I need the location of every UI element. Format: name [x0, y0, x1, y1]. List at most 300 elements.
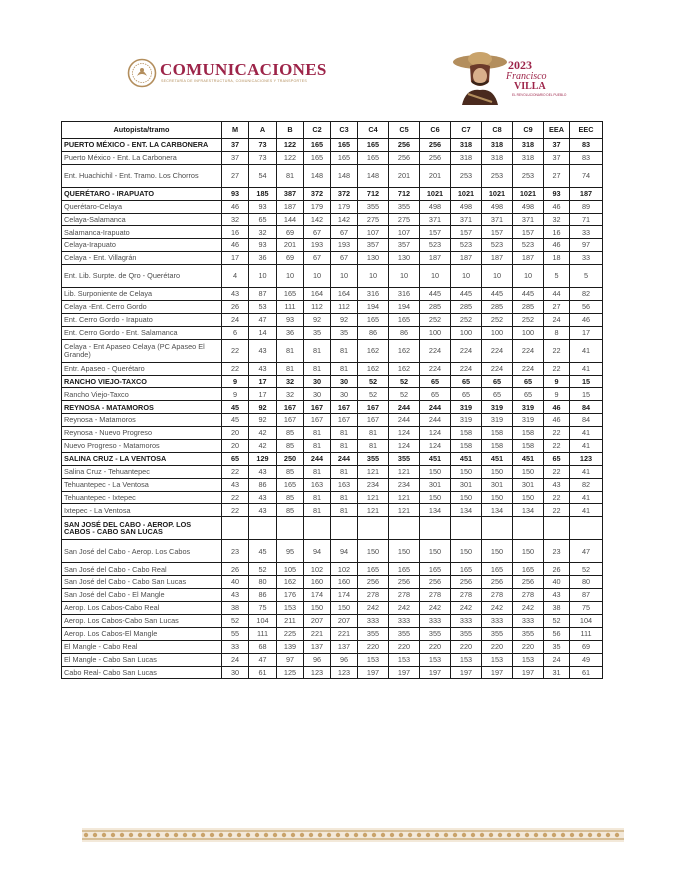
toll-value-cell: 10: [358, 265, 389, 288]
toll-value-cell: 20: [222, 440, 249, 453]
route-name-cell: Ent. Cerro Gordo - Ent. Salamanca: [62, 326, 222, 339]
route-name-cell: Ent. Lib. Surpte. de Qro - Querétaro: [62, 265, 222, 288]
toll-value-cell: 31: [544, 666, 570, 679]
toll-value-cell: 81: [304, 427, 331, 440]
toll-value-cell: 167: [277, 401, 304, 414]
toll-value-cell: 187: [420, 252, 451, 265]
toll-value-cell: 30: [304, 375, 331, 388]
toll-value-cell: 355: [358, 452, 389, 465]
toll-value-cell: 712: [389, 187, 420, 200]
toll-value-cell: 712: [358, 187, 389, 200]
toll-value-cell: 355: [358, 627, 389, 640]
toll-value-cell: 167: [331, 401, 358, 414]
toll-value-cell: 129: [249, 452, 277, 465]
toll-value-cell: 41: [570, 339, 603, 362]
column-header-m: M: [222, 122, 249, 139]
toll-value-cell: 85: [277, 465, 304, 478]
table-row: [62, 239, 603, 252]
toll-value-cell: 22: [544, 440, 570, 453]
table-row: [62, 151, 603, 164]
toll-value-cell: 242: [482, 602, 513, 615]
toll-value-cell: 498: [451, 200, 482, 213]
footer-ornament: [570, 833, 574, 837]
toll-value-cell: 142: [304, 213, 331, 226]
toll-value-cell: 333: [482, 614, 513, 627]
toll-value-cell: 22: [544, 362, 570, 375]
toll-value-cell: [222, 517, 249, 540]
toll-value-cell: 96: [304, 653, 331, 666]
toll-value-cell: 30: [331, 375, 358, 388]
toll-value-cell: 244: [389, 401, 420, 414]
toll-value-cell: 162: [358, 339, 389, 362]
toll-value-cell: 256: [482, 576, 513, 589]
footer-ornament: [363, 833, 367, 837]
toll-value-cell: 86: [249, 589, 277, 602]
toll-value-cell: 80: [249, 576, 277, 589]
footer-ornament: [291, 833, 295, 837]
toll-value-cell: 67: [331, 226, 358, 239]
toll-value-cell: 107: [358, 226, 389, 239]
toll-value-cell: 81: [358, 427, 389, 440]
toll-value-cell: 163: [331, 478, 358, 491]
toll-value-cell: 121: [389, 504, 420, 517]
footer-ornament: [183, 833, 187, 837]
column-header-c3: C3: [331, 122, 358, 139]
toll-value-cell: 371: [451, 213, 482, 226]
route-name-cell: Reynosa - Nuevo Progreso: [62, 427, 222, 440]
toll-value-cell: 14: [249, 326, 277, 339]
toll-value-cell: 153: [513, 653, 544, 666]
toll-value-cell: 165: [513, 563, 544, 576]
toll-value-cell: 244: [420, 401, 451, 414]
toll-value-cell: 10: [451, 265, 482, 288]
toll-value-cell: 318: [482, 151, 513, 164]
toll-value-cell: 47: [249, 313, 277, 326]
toll-value-cell: 81: [331, 427, 358, 440]
footer-ornament: [84, 833, 88, 837]
toll-value-cell: 68: [249, 640, 277, 653]
section-row: [62, 401, 603, 414]
toll-value-cell: 319: [513, 401, 544, 414]
toll-value-cell: 301: [482, 478, 513, 491]
toll-value-cell: 85: [277, 504, 304, 517]
toll-value-cell: 22: [544, 427, 570, 440]
footer-ornament: [372, 833, 376, 837]
table-row: [62, 301, 603, 314]
section-row: [62, 517, 603, 540]
toll-value-cell: 333: [451, 614, 482, 627]
toll-value-cell: 220: [513, 640, 544, 653]
toll-value-cell: 94: [304, 540, 331, 563]
toll-value-cell: 102: [304, 563, 331, 576]
toll-value-cell: 22: [222, 362, 249, 375]
toll-value-cell: 157: [420, 226, 451, 239]
footer-ornament: [615, 833, 619, 837]
toll-value-cell: 65: [482, 375, 513, 388]
route-name-cell: Aerop. Los Cabos-Cabo Real: [62, 602, 222, 615]
toll-value-cell: 523: [513, 239, 544, 252]
footer-ornament: [111, 833, 115, 837]
toll-value-cell: 18: [544, 252, 570, 265]
toll-value-cell: 124: [389, 440, 420, 453]
toll-value-cell: 82: [570, 288, 603, 301]
route-name-cell: Puerto México - Ent. La Carbonera: [62, 151, 222, 164]
toll-value-cell: 150: [513, 465, 544, 478]
toll-value-cell: 123: [331, 666, 358, 679]
toll-value-cell: 187: [277, 200, 304, 213]
toll-value-cell: 42: [249, 440, 277, 453]
route-name-cell: San José del Cabo - Cabo San Lucas: [62, 576, 222, 589]
toll-value-cell: 167: [358, 401, 389, 414]
toll-value-cell: 498: [482, 200, 513, 213]
toll-value-cell: 318: [513, 151, 544, 164]
toll-value-cell: 93: [249, 200, 277, 213]
footer-ornament: [390, 833, 394, 837]
toll-value-cell: 73: [249, 139, 277, 152]
column-header-eec: EEC: [570, 122, 603, 139]
toll-value-cell: 45: [249, 540, 277, 563]
toll-value-cell: 36: [277, 326, 304, 339]
toll-value-cell: 32: [222, 213, 249, 226]
toll-value-cell: 65: [513, 375, 544, 388]
toll-value-cell: 52: [389, 388, 420, 401]
table-row: [62, 252, 603, 265]
toll-value-cell: [249, 517, 277, 540]
route-name-cell: Nuevo Progreso - Matamoros: [62, 440, 222, 453]
toll-value-cell: 65: [249, 213, 277, 226]
toll-value-cell: 150: [482, 540, 513, 563]
table-row: [62, 388, 603, 401]
toll-value-cell: 318: [451, 151, 482, 164]
footer-ornament: [219, 833, 223, 837]
toll-value-cell: 256: [513, 576, 544, 589]
toll-value-cell: 111: [570, 627, 603, 640]
toll-value-cell: 244: [304, 452, 331, 465]
toll-value-cell: 41: [570, 440, 603, 453]
toll-value-cell: 41: [570, 465, 603, 478]
table-row: [62, 440, 603, 453]
toll-value-cell: 148: [304, 164, 331, 187]
toll-value-cell: 301: [451, 478, 482, 491]
footer-ornament: [282, 833, 286, 837]
toll-value-cell: 165: [331, 139, 358, 152]
toll-value-cell: 96: [331, 653, 358, 666]
toll-value-cell: 372: [331, 187, 358, 200]
toll-value-cell: 162: [389, 362, 420, 375]
toll-value-cell: 220: [420, 640, 451, 653]
toll-value-cell: 142: [331, 213, 358, 226]
toll-value-cell: 5: [544, 265, 570, 288]
toll-value-cell: 81: [277, 164, 304, 187]
toll-value-cell: 162: [389, 339, 420, 362]
toll-value-cell: 445: [482, 288, 513, 301]
column-header-eea: EEA: [544, 122, 570, 139]
toll-value-cell: 85: [277, 427, 304, 440]
toll-value-cell: 194: [358, 301, 389, 314]
toll-value-cell: 93: [222, 187, 249, 200]
footer-ornament: [516, 833, 520, 837]
toll-value-cell: 23: [222, 540, 249, 563]
toll-value-cell: 137: [304, 640, 331, 653]
toll-value-cell: 319: [513, 414, 544, 427]
toll-value-cell: 92: [249, 401, 277, 414]
toll-value-cell: 67: [304, 252, 331, 265]
toll-value-cell: 150: [451, 491, 482, 504]
toll-value-cell: 46: [544, 239, 570, 252]
footer-ornament: [264, 833, 268, 837]
toll-value-cell: 355: [389, 200, 420, 213]
section-row: [62, 452, 603, 465]
toll-value-cell: 22: [544, 339, 570, 362]
toll-value-cell: 167: [331, 414, 358, 427]
toll-value-cell: 224: [420, 362, 451, 375]
toll-value-cell: 150: [389, 540, 420, 563]
table-row: [62, 640, 603, 653]
footer-ornament: [417, 833, 421, 837]
toll-value-cell: 275: [358, 213, 389, 226]
toll-value-cell: [544, 517, 570, 540]
table-row: [62, 414, 603, 427]
toll-value-cell: 160: [331, 576, 358, 589]
toll-value-cell: 40: [222, 576, 249, 589]
toll-value-cell: 74: [570, 164, 603, 187]
toll-value-cell: 46: [222, 239, 249, 252]
toll-value-cell: 55: [222, 627, 249, 640]
footer-ornament: [309, 833, 313, 837]
toll-value-cell: 94: [331, 540, 358, 563]
toll-value-cell: 52: [358, 388, 389, 401]
toll-value-cell: 523: [451, 239, 482, 252]
toll-value-cell: 65: [451, 388, 482, 401]
toll-value-cell: 357: [389, 239, 420, 252]
route-name-cell: Celaya-Irapuato: [62, 239, 222, 252]
route-name-cell: Lib. Surponiente de Celaya: [62, 288, 222, 301]
route-name-cell: Celaya - Ent. Villagrán: [62, 252, 222, 265]
toll-value-cell: [570, 517, 603, 540]
table-header-row: [62, 122, 603, 139]
route-name-cell: Reynosa - Matamoros: [62, 414, 222, 427]
toll-value-cell: 27: [544, 164, 570, 187]
toll-value-cell: 49: [570, 653, 603, 666]
table-row: [62, 265, 603, 288]
table-row: [62, 362, 603, 375]
toll-value-cell: 153: [420, 653, 451, 666]
toll-value-cell: 36: [249, 252, 277, 265]
toll-value-cell: 65: [222, 452, 249, 465]
toll-value-cell: 148: [358, 164, 389, 187]
toll-value-cell: 73: [249, 151, 277, 164]
toll-value-cell: 32: [277, 375, 304, 388]
toll-value-cell: 47: [570, 540, 603, 563]
toll-value-cell: 41: [570, 504, 603, 517]
toll-value-cell: 81: [331, 362, 358, 375]
toll-value-cell: 197: [358, 666, 389, 679]
toll-value-cell: 112: [304, 301, 331, 314]
toll-value-cell: [420, 517, 451, 540]
toll-value-cell: 41: [570, 427, 603, 440]
toll-value-cell: 252: [420, 313, 451, 326]
toll-value-cell: 22: [222, 339, 249, 362]
footer-ornament: [444, 833, 448, 837]
toll-value-cell: 107: [389, 226, 420, 239]
toll-value-cell: 316: [389, 288, 420, 301]
toll-value-cell: 81: [304, 440, 331, 453]
toll-value-cell: 20: [222, 427, 249, 440]
toll-value-cell: 333: [358, 614, 389, 627]
toll-value-cell: 46: [544, 414, 570, 427]
toll-value-cell: 167: [304, 414, 331, 427]
toll-value-cell: 105: [277, 563, 304, 576]
toll-value-cell: 24: [222, 313, 249, 326]
toll-value-cell: 165: [482, 563, 513, 576]
route-name-cell: El Mangle - Cabo San Lucas: [62, 653, 222, 666]
toll-value-cell: 372: [304, 187, 331, 200]
toll-value-cell: 194: [389, 301, 420, 314]
toll-value-cell: 193: [331, 239, 358, 252]
toll-value-cell: 256: [389, 151, 420, 164]
toll-value-cell: 65: [544, 452, 570, 465]
toll-value-cell: 150: [358, 540, 389, 563]
route-name-cell: SALINA CRUZ - LA VENTOSA: [62, 452, 222, 465]
toll-value-cell: 92: [249, 414, 277, 427]
toll-value-cell: 100: [482, 326, 513, 339]
footer-ornament: [156, 833, 160, 837]
route-name-cell: PUERTO MÉXICO - ENT. LA CARBONERA: [62, 139, 222, 152]
footer-ornament: [534, 833, 538, 837]
column-header-route: Autopista/tramo: [62, 122, 222, 139]
toll-value-cell: 45: [222, 401, 249, 414]
toll-value-cell: 75: [570, 602, 603, 615]
footer-ornament: [318, 833, 322, 837]
toll-value-cell: 81: [331, 491, 358, 504]
toll-value-cell: 242: [420, 602, 451, 615]
toll-value-cell: 201: [277, 239, 304, 252]
table-row: [62, 627, 603, 640]
column-header-c7: C7: [451, 122, 482, 139]
toll-value-cell: 123: [304, 666, 331, 679]
toll-value-cell: 52: [389, 375, 420, 388]
column-header-c8: C8: [482, 122, 513, 139]
column-header-c6: C6: [420, 122, 451, 139]
toll-value-cell: 158: [513, 427, 544, 440]
toll-value-cell: 65: [451, 375, 482, 388]
route-name-cell: Salina Cruz - Tehuantepec: [62, 465, 222, 478]
table-row: [62, 563, 603, 576]
toll-value-cell: 67: [331, 252, 358, 265]
toll-value-cell: 22: [222, 504, 249, 517]
toll-value-cell: 224: [420, 339, 451, 362]
toll-value-cell: 61: [249, 666, 277, 679]
toll-value-cell: 157: [451, 226, 482, 239]
toll-value-cell: 92: [331, 313, 358, 326]
toll-value-cell: 69: [570, 640, 603, 653]
toll-value-cell: 278: [451, 589, 482, 602]
toll-value-cell: 234: [389, 478, 420, 491]
toll-value-cell: 224: [513, 362, 544, 375]
toll-value-cell: 165: [389, 313, 420, 326]
toll-value-cell: 165: [304, 151, 331, 164]
toll-value-cell: 224: [513, 339, 544, 362]
toll-value-cell: 165: [277, 478, 304, 491]
table-row: [62, 339, 603, 362]
table-row: [62, 491, 603, 504]
toll-value-cell: 150: [451, 465, 482, 478]
toll-value-cell: 176: [277, 589, 304, 602]
toll-value-cell: 93: [249, 239, 277, 252]
toll-value-cell: 187: [482, 252, 513, 265]
toll-value-cell: 197: [389, 666, 420, 679]
toll-value-cell: 158: [482, 440, 513, 453]
toll-value-cell: 150: [451, 540, 482, 563]
toll-value-cell: 445: [513, 288, 544, 301]
toll-value-cell: 81: [277, 339, 304, 362]
toll-value-cell: 285: [513, 301, 544, 314]
table-row: [62, 589, 603, 602]
toll-value-cell: 162: [277, 576, 304, 589]
toll-value-cell: 1021: [513, 187, 544, 200]
toll-value-cell: 26: [222, 563, 249, 576]
toll-value-cell: 41: [570, 362, 603, 375]
toll-value-cell: 301: [420, 478, 451, 491]
toll-value-cell: 244: [389, 414, 420, 427]
toll-value-cell: 278: [389, 589, 420, 602]
toll-value-cell: 24: [544, 653, 570, 666]
toll-value-cell: 158: [451, 427, 482, 440]
toll-value-cell: 134: [482, 504, 513, 517]
route-name-cell: Rancho Viejo-Taxco: [62, 388, 222, 401]
toll-value-cell: 150: [482, 465, 513, 478]
toll-value-cell: 121: [358, 465, 389, 478]
toll-value-cell: 81: [304, 465, 331, 478]
toll-value-cell: 220: [389, 640, 420, 653]
toll-value-cell: 355: [513, 627, 544, 640]
toll-value-cell: 43: [222, 589, 249, 602]
footer-ornament: [597, 833, 601, 837]
toll-value-cell: 167: [304, 401, 331, 414]
toll-value-cell: 93: [277, 313, 304, 326]
toll-value-cell: [331, 517, 358, 540]
toll-value-cell: 43: [222, 288, 249, 301]
toll-value-cell: 174: [331, 589, 358, 602]
route-name-cell: San José del Cabo - Aerop. Los Cabos: [62, 540, 222, 563]
toll-value-cell: 10: [389, 265, 420, 288]
toll-value-cell: 197: [482, 666, 513, 679]
toll-value-cell: 158: [513, 440, 544, 453]
toll-value-cell: 165: [358, 313, 389, 326]
toll-value-cell: 46: [222, 200, 249, 213]
toll-value-cell: 256: [358, 576, 389, 589]
footer-ornament: [408, 833, 412, 837]
toll-value-cell: 445: [420, 288, 451, 301]
toll-value-cell: 47: [249, 653, 277, 666]
toll-value-cell: 124: [420, 427, 451, 440]
toll-value-cell: 160: [304, 576, 331, 589]
org-subtitle: SECRETARÍA DE INFRAESTRUCTURA, COMUNICACIONES Y TRANSPORTES: [161, 79, 308, 83]
toll-value-cell: 37: [544, 151, 570, 164]
toll-value-cell: 27: [544, 301, 570, 314]
toll-value-cell: 65: [513, 388, 544, 401]
toll-value-cell: 81: [331, 504, 358, 517]
toll-value-cell: 253: [482, 164, 513, 187]
toll-value-cell: 84: [570, 401, 603, 414]
table-row: [62, 226, 603, 239]
footer-ornament: [327, 833, 331, 837]
toll-value-cell: 165: [331, 151, 358, 164]
toll-value-cell: [358, 517, 389, 540]
toll-value-cell: 153: [451, 653, 482, 666]
toll-value-cell: 150: [513, 540, 544, 563]
toll-value-cell: 220: [451, 640, 482, 653]
